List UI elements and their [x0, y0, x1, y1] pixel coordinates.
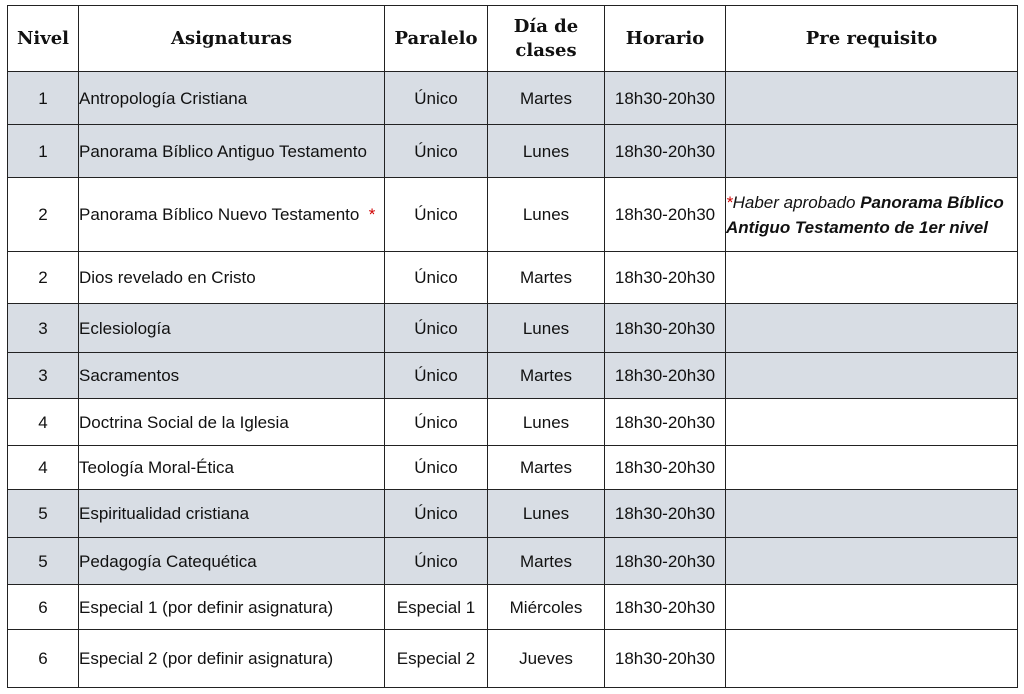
- cell-asignatura: Espiritualidad cristiana: [79, 490, 385, 538]
- cell-horario: 18h30-20h30: [605, 353, 726, 399]
- cell-dia: Martes: [488, 72, 605, 125]
- cell-asignatura: Especial 2 (por definir asignatura): [79, 630, 385, 688]
- cell-dia: Lunes: [488, 490, 605, 538]
- cell-horario: 18h30-20h30: [605, 446, 726, 490]
- cell-dia: Jueves: [488, 630, 605, 688]
- header-dia-line2: clases: [515, 39, 577, 61]
- prereq-course: Panorama Bíblico Antiguo Testamento de 1er nivel: [726, 192, 1004, 237]
- header-asignaturas: Asignaturas: [79, 6, 385, 72]
- cell-dia: Lunes: [488, 178, 605, 252]
- cell-dia: Lunes: [488, 125, 605, 178]
- cell-nivel: 5: [8, 538, 79, 585]
- prereq-asterisk: *: [726, 192, 733, 212]
- cell-dia: Lunes: [488, 399, 605, 446]
- cell-horario: 18h30-20h30: [605, 630, 726, 688]
- cell-prerequisito: [726, 353, 1018, 399]
- cell-prerequisito: [726, 585, 1018, 630]
- cell-asignatura: Dios revelado en Cristo: [79, 252, 385, 304]
- cell-horario: 18h30-20h30: [605, 125, 726, 178]
- cell-prerequisito: [726, 490, 1018, 538]
- cell-paralelo: Único: [385, 252, 488, 304]
- cell-prerequisito: [726, 125, 1018, 178]
- cell-paralelo: Único: [385, 399, 488, 446]
- cell-paralelo: Especial 1: [385, 585, 488, 630]
- cell-nivel: 2: [8, 178, 79, 252]
- cell-asignatura: Eclesiología: [79, 304, 385, 353]
- cell-paralelo: Único: [385, 446, 488, 490]
- cell-nivel: 6: [8, 630, 79, 688]
- header-prerequisito: Pre requisito: [726, 6, 1018, 72]
- cell-paralelo: Único: [385, 125, 488, 178]
- cell-nivel: 1: [8, 125, 79, 178]
- cell-asignatura: Panorama Bíblico Antiguo Testamento: [79, 125, 385, 178]
- prereq-lead: Haber aprobado: [732, 192, 861, 212]
- table-row: [8, 178, 1018, 252]
- header-nivel: Nivel: [8, 6, 79, 72]
- cell-dia: Martes: [488, 353, 605, 399]
- asterisk-mark: *: [368, 205, 376, 224]
- cell-asignatura: Doctrina Social de la Iglesia: [79, 399, 385, 446]
- table-row: [8, 399, 1018, 446]
- cell-nivel: 1: [8, 72, 79, 125]
- header-horario: Horario: [605, 6, 726, 72]
- cell-nivel: 3: [8, 353, 79, 399]
- cell-prerequisito: [726, 399, 1018, 446]
- cell-prerequisito: [726, 304, 1018, 353]
- cell-prerequisito: [726, 446, 1018, 490]
- cell-nivel: 4: [8, 446, 79, 490]
- cell-dia: Lunes: [488, 304, 605, 353]
- cell-horario: 18h30-20h30: [605, 252, 726, 304]
- table-row: [8, 538, 1018, 585]
- cell-paralelo: Único: [385, 178, 488, 252]
- cell-paralelo: Único: [385, 353, 488, 399]
- cell-dia: Miércoles: [488, 585, 605, 630]
- cell-horario: 18h30-20h30: [605, 585, 726, 630]
- cell-horario: 18h30-20h30: [605, 538, 726, 585]
- table-row: [8, 446, 1018, 490]
- cell-nivel: 5: [8, 490, 79, 538]
- cell-dia: Martes: [488, 538, 605, 585]
- table-row: [8, 353, 1018, 399]
- table-row: [8, 252, 1018, 304]
- header-dia-de-clases: [488, 6, 605, 72]
- table-row: [8, 490, 1018, 538]
- header-row: [8, 6, 1018, 72]
- schedule-table: [7, 5, 1018, 688]
- cell-nivel: 6: [8, 585, 79, 630]
- cell-horario: 18h30-20h30: [605, 399, 726, 446]
- cell-nivel: 3: [8, 304, 79, 353]
- cell-dia: Martes: [488, 446, 605, 490]
- cell-asignatura: Especial 1 (por definir asignatura): [79, 585, 385, 630]
- cell-paralelo: Único: [385, 490, 488, 538]
- cell-paralelo: Especial 2: [385, 630, 488, 688]
- cell-horario: 18h30-20h30: [605, 178, 726, 252]
- cell-prerequisito: [726, 252, 1018, 304]
- table-row: [8, 304, 1018, 353]
- cell-horario: 18h30-20h30: [605, 490, 726, 538]
- cell-prerequisito: [726, 538, 1018, 585]
- table-row: [8, 630, 1018, 688]
- cell-asignatura: Sacramentos: [79, 353, 385, 399]
- cell-prerequisito: [726, 72, 1018, 125]
- table-row: [8, 72, 1018, 125]
- cell-horario: 18h30-20h30: [605, 72, 726, 125]
- asignatura-text: Panorama Bíblico Nuevo Testamento: [79, 205, 360, 224]
- cell-asignatura: Teología Moral-Ética: [79, 446, 385, 490]
- cell-nivel: 2: [8, 252, 79, 304]
- table-row: [8, 585, 1018, 630]
- cell-prerequisito: [726, 178, 1018, 252]
- table-row: [8, 125, 1018, 178]
- cell-nivel: 4: [8, 399, 79, 446]
- header-paralelo: Paralelo: [385, 6, 488, 72]
- cell-asignatura: Pedagogía Catequética: [79, 538, 385, 585]
- cell-paralelo: Único: [385, 304, 488, 353]
- cell-asignatura: Antropología Cristiana: [79, 72, 385, 125]
- cell-paralelo: Único: [385, 72, 488, 125]
- cell-paralelo: Único: [385, 538, 488, 585]
- cell-dia: Martes: [488, 252, 605, 304]
- cell-horario: 18h30-20h30: [605, 304, 726, 353]
- header-dia-line1: Día de: [513, 15, 579, 37]
- cell-asignatura: [79, 178, 385, 252]
- cell-prerequisito: [726, 630, 1018, 688]
